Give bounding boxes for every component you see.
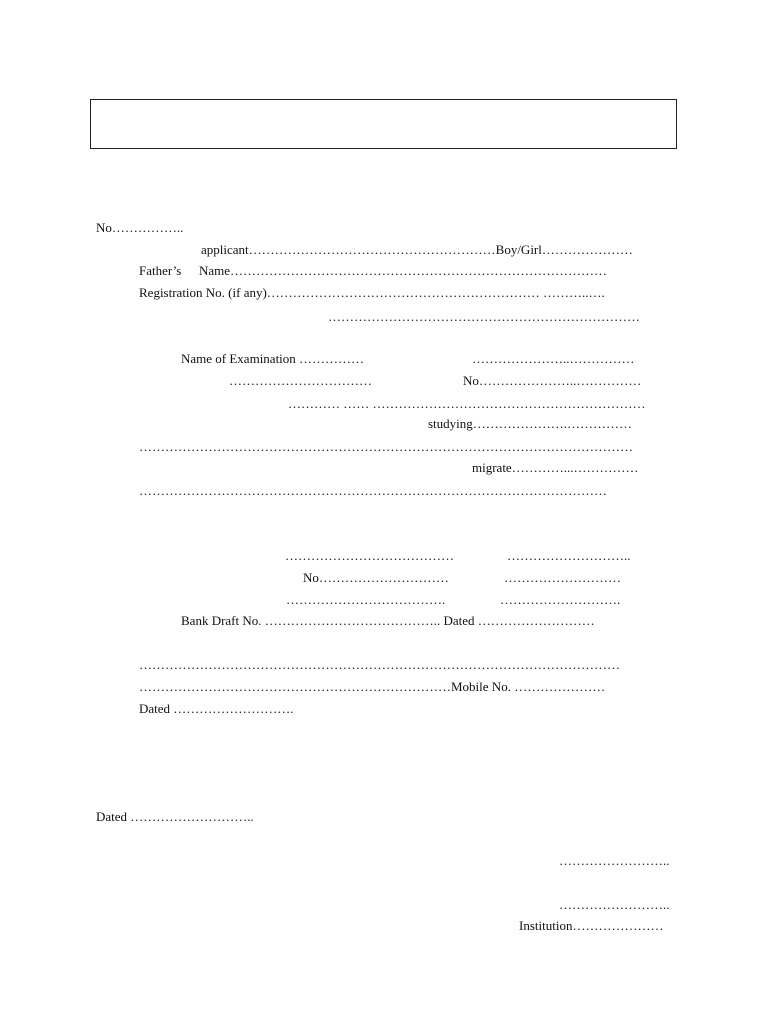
fee-blank-3-left: ………………………………. [286, 592, 446, 607]
name-of-examination-field: Name of Examination …………… [181, 351, 365, 366]
blank-line-1: ……………………………………………………………… [328, 309, 640, 324]
fee-blank-2-right: ……………………… [504, 570, 621, 585]
exam-blank-right: …………………..…………… [472, 351, 635, 366]
fee-blank-1-left: ………………………………… [285, 548, 454, 563]
registration-field: Registration No. (if any)……………………………………………………… ………..…. [139, 285, 605, 300]
fathers-label: Father’s [139, 263, 182, 278]
blank-row-3-left: …………………………… [229, 373, 372, 388]
mobile-line: ………………………………………………………………Mobile No. ………………… [139, 679, 606, 694]
institution-field: Institution………………… [519, 918, 664, 933]
migrate-field: migrate…………...…………… [472, 460, 639, 475]
bank-draft-field: Bank Draft No. ………………………………….. Dated ……………………… [181, 613, 595, 628]
long-blank-2: ……………………………………………………………………………………………… [139, 483, 607, 498]
dated-bottom: Dated ……………………….. [96, 809, 254, 824]
fathers-name-field: Name…………………………………………………………………………… [199, 263, 608, 278]
header-box [90, 99, 677, 149]
long-blank-1: …………………………………………………………………………………………………… [139, 439, 633, 454]
address-line: ………………………………………………………………………………………………… [139, 657, 620, 672]
signature-line-2: …………………….. [559, 897, 670, 912]
signature-line-1: …………………….. [559, 853, 670, 868]
no-field: No…………….. [96, 220, 184, 235]
fee-blank-3-right: ………………………. [500, 592, 621, 607]
dated-applicant: Dated ………………………. [139, 701, 294, 716]
fee-blank-1-right: ……………………….. [507, 548, 631, 563]
studying-field: studying………………….…………… [428, 416, 633, 431]
fee-no-field: No………………………… [303, 570, 449, 585]
blank-row-4: ………… …… ……………………………………………………… [288, 396, 646, 411]
applicant-field: applicant…………………………………………………Boy/Girl………………… [201, 242, 633, 257]
no-row-3: No…………………..…………… [463, 373, 642, 388]
